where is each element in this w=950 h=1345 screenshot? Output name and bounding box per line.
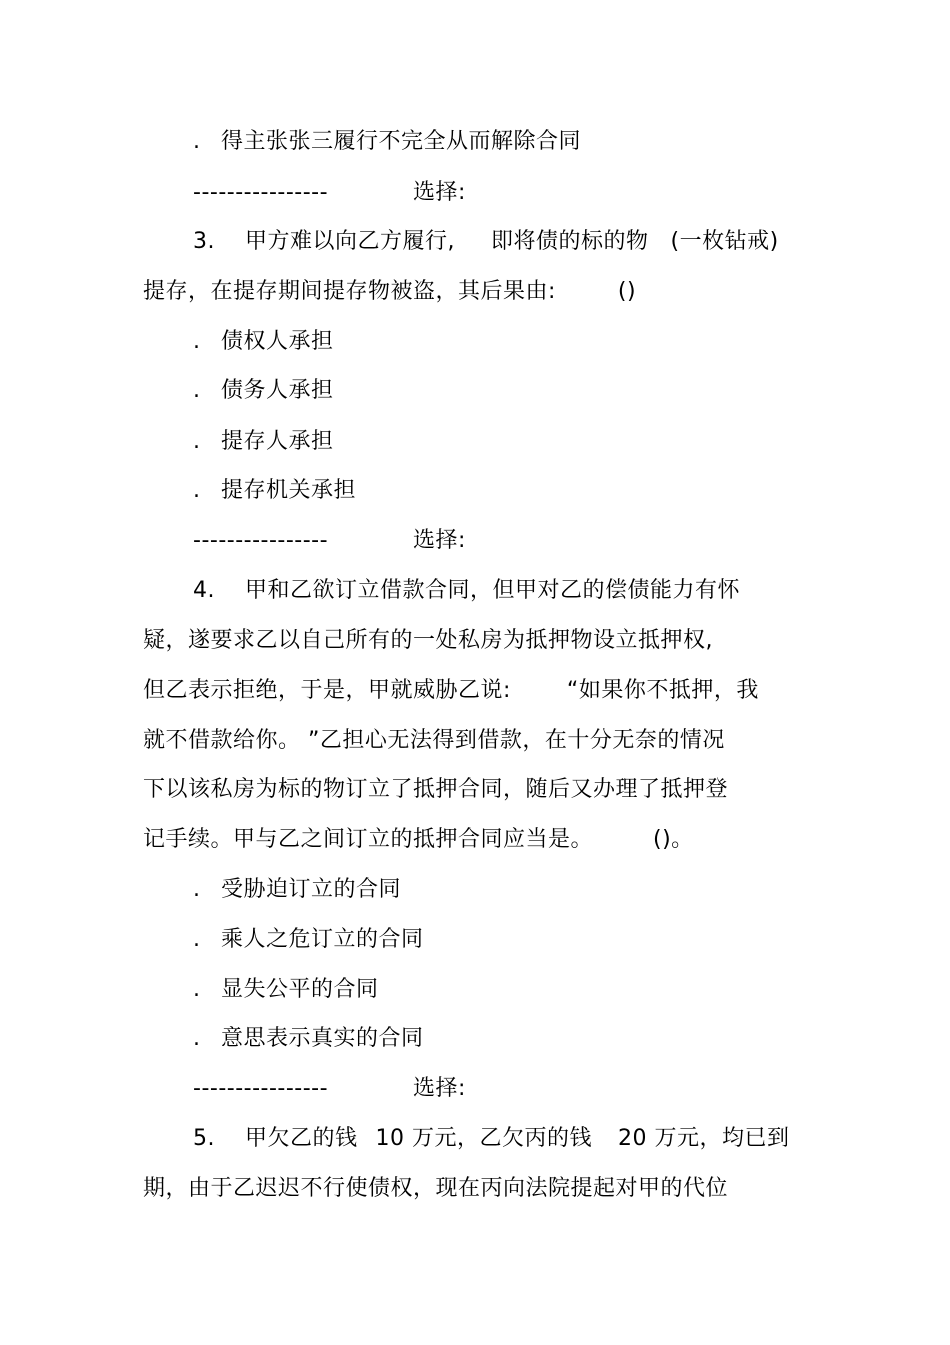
option-dot: . <box>193 129 201 154</box>
q3-option-d: . 提存机关承担 <box>193 476 356 506</box>
q4-option-c: . 显失公平的合同 <box>193 975 379 1005</box>
q2-option-d: . 得主张张三履行不完全从而解除合同 <box>193 127 581 157</box>
q2-answer-line <box>193 178 466 208</box>
q4-stem-line3: 但乙表示拒绝，于是，甲就威胁乙说: “如果你不抵押，我 <box>143 678 759 703</box>
answer-dashes: ---------------- <box>193 180 329 205</box>
option-dot: . <box>193 1026 201 1051</box>
q3-option-b: . 债务人承担 <box>193 376 334 406</box>
option-dot: . <box>193 378 201 403</box>
answer-dashes: ---------------- <box>193 1076 329 1101</box>
answer-blank: () <box>617 279 637 304</box>
option-dot: . <box>193 478 201 503</box>
option-dot: . <box>193 877 201 902</box>
question-number: 3. <box>193 229 215 254</box>
answer-blank: ()。 <box>653 827 694 852</box>
q4-stem-line4: 就不借款给你。 ”乙担心无法得到借款，在十分无奈的情况 <box>143 728 725 753</box>
q4-stem-line6: 记手续。甲与乙之间订立的抵押合同应当是。 ()。 <box>143 827 694 852</box>
q4-stem-line2: 疑，遂要求乙以自己所有的一处私房为抵押物设立抵押权, <box>143 628 713 653</box>
q4-stem-line1: 4. 甲和乙欲订立借款合同，但甲对乙的偿债能力有怀 <box>193 576 740 606</box>
answer-select-label: 选择: <box>413 180 466 205</box>
q3-stem-line2: 提存，在提存期间提存物被盗，其后果由: () <box>143 279 637 304</box>
q4-option-b: . 乘人之危订立的合同 <box>193 925 424 955</box>
q5-stem-line2: 期，由于乙迟迟不行使债权，现在丙向法院提起对甲的代位 <box>143 1176 729 1201</box>
option-dot: . <box>193 429 201 454</box>
q4-answer-line <box>193 1074 466 1104</box>
option-dot: . <box>193 329 201 354</box>
answer-select-label: 选择: <box>413 1076 466 1101</box>
q3-option-a: . 债权人承担 <box>193 327 334 357</box>
q4-option-d: . 意思表示真实的合同 <box>193 1024 424 1054</box>
q5-stem-line1: 5. 甲欠乙的钱 10 万元，乙欠丙的钱 20 万元，均已到 <box>193 1124 790 1154</box>
q3-answer-line <box>193 526 466 556</box>
q3-stem-line1: 3. 甲方难以向乙方履行, 即将债的标的物 (一枚钻戒) <box>193 227 779 257</box>
question-number: 4. <box>193 578 215 603</box>
answer-select-label: 选择: <box>413 528 466 553</box>
q4-option-a: . 受胁迫订立的合同 <box>193 875 401 905</box>
option-dot: . <box>193 977 201 1002</box>
question-number: 5. <box>193 1126 215 1151</box>
answer-dashes: ---------------- <box>193 528 329 553</box>
q4-stem-line5: 下以该私房为标的物订立了抵押合同，随后又办理了抵押登 <box>143 777 729 802</box>
option-dot: . <box>193 927 201 952</box>
q3-option-c: . 提存人承担 <box>193 427 334 457</box>
